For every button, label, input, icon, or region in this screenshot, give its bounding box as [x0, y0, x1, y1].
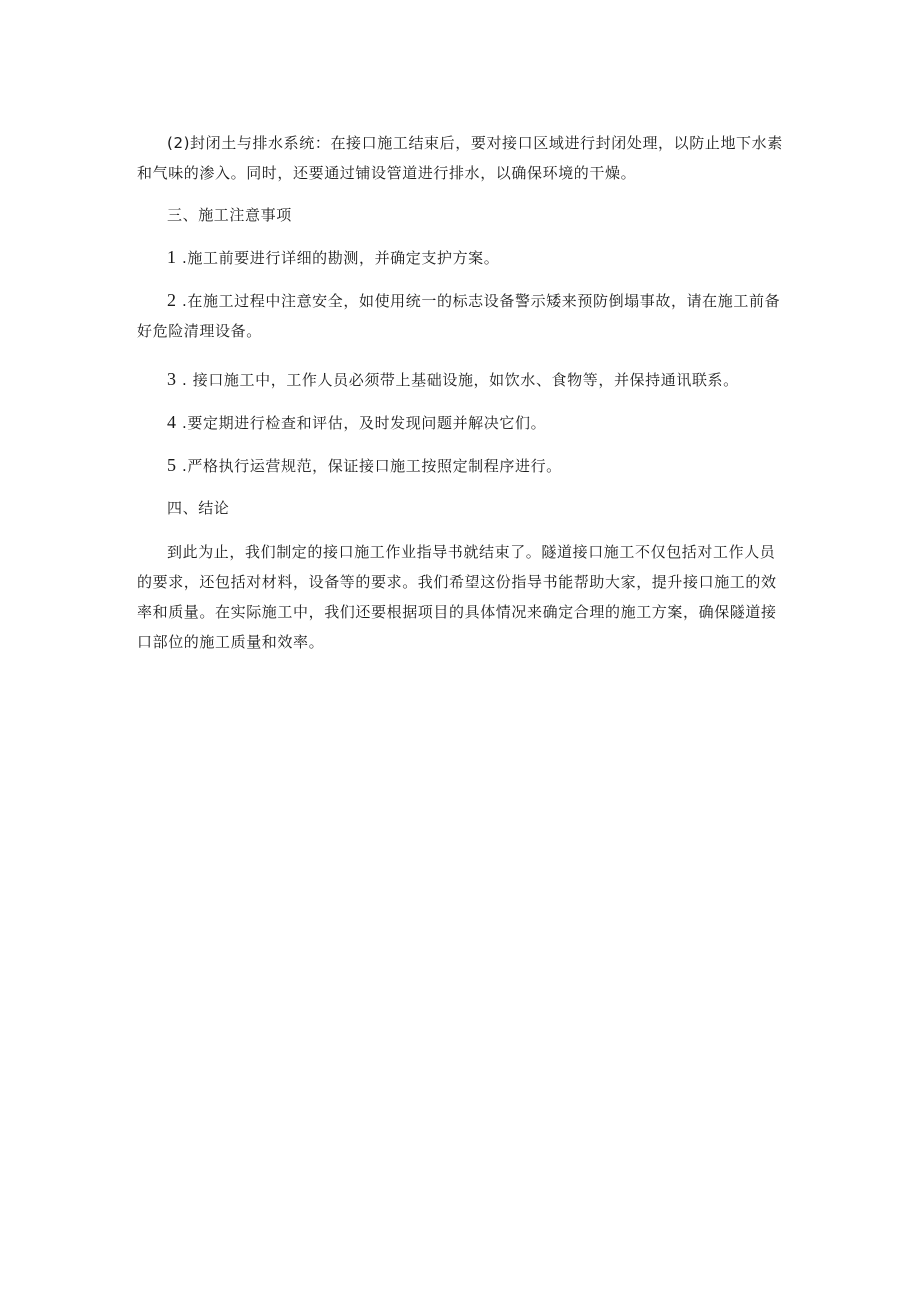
note-number: 4 — [167, 412, 176, 432]
note-number: 1 — [167, 247, 176, 267]
note-item-1 — [137, 242, 789, 273]
note-item-3 — [137, 364, 789, 395]
paragraph-conclusion: 到此为止，我们制定的接口施工作业指导书就结束了。隧道接口施工不仅包括对工作人员的要求，还包括对材料，设备等的要求。我们希望这份指导书能帮助大家，提升接口施工的效率和质量。在实际施工中，我们还要根据项目的具体情况来确定合理的施工方案，确保隧道接口部位的施工质量和效率。 — [137, 543, 777, 651]
document-body — [137, 128, 789, 657]
note-number: 5 — [167, 455, 176, 475]
note-text: .严格执行运营规范，保证接口施工按照定制程序进行。 — [182, 457, 562, 475]
section-heading-conclusion: 四、结论 — [167, 499, 230, 517]
note-text: .要定期进行检查和评估，及时发现问题并解决它们。 — [182, 414, 547, 432]
note-text: . 接口施工中，工作人员必须带上基础设施，如饮水、食物等，并保持通讯联系。 — [182, 371, 739, 389]
note-text: .施工前要进行详细的勘测，并确定支护方案。 — [182, 249, 500, 267]
note-item-5 — [137, 450, 789, 481]
note-number: 2 — [167, 290, 176, 310]
note-text: .在施工过程中注意安全，如使用统一的标志设备警示矮来预防倒塌事故，请在施工前备好危险清理设备。 — [137, 292, 781, 340]
note-number: 3 — [167, 369, 176, 389]
paragraph-sealing-drainage: (2)封闭土与排水系统：在接口施工结束后，要对接口区域进行封闭处理，以防止地下水素和气味的渗入。同时，还要通过铺设管道进行排水，以确保环境的干燥。 — [137, 134, 783, 182]
note-item-2 — [137, 285, 789, 346]
note-item-4 — [137, 407, 789, 438]
section-heading-precautions: 三、施工注意事项 — [167, 206, 292, 224]
